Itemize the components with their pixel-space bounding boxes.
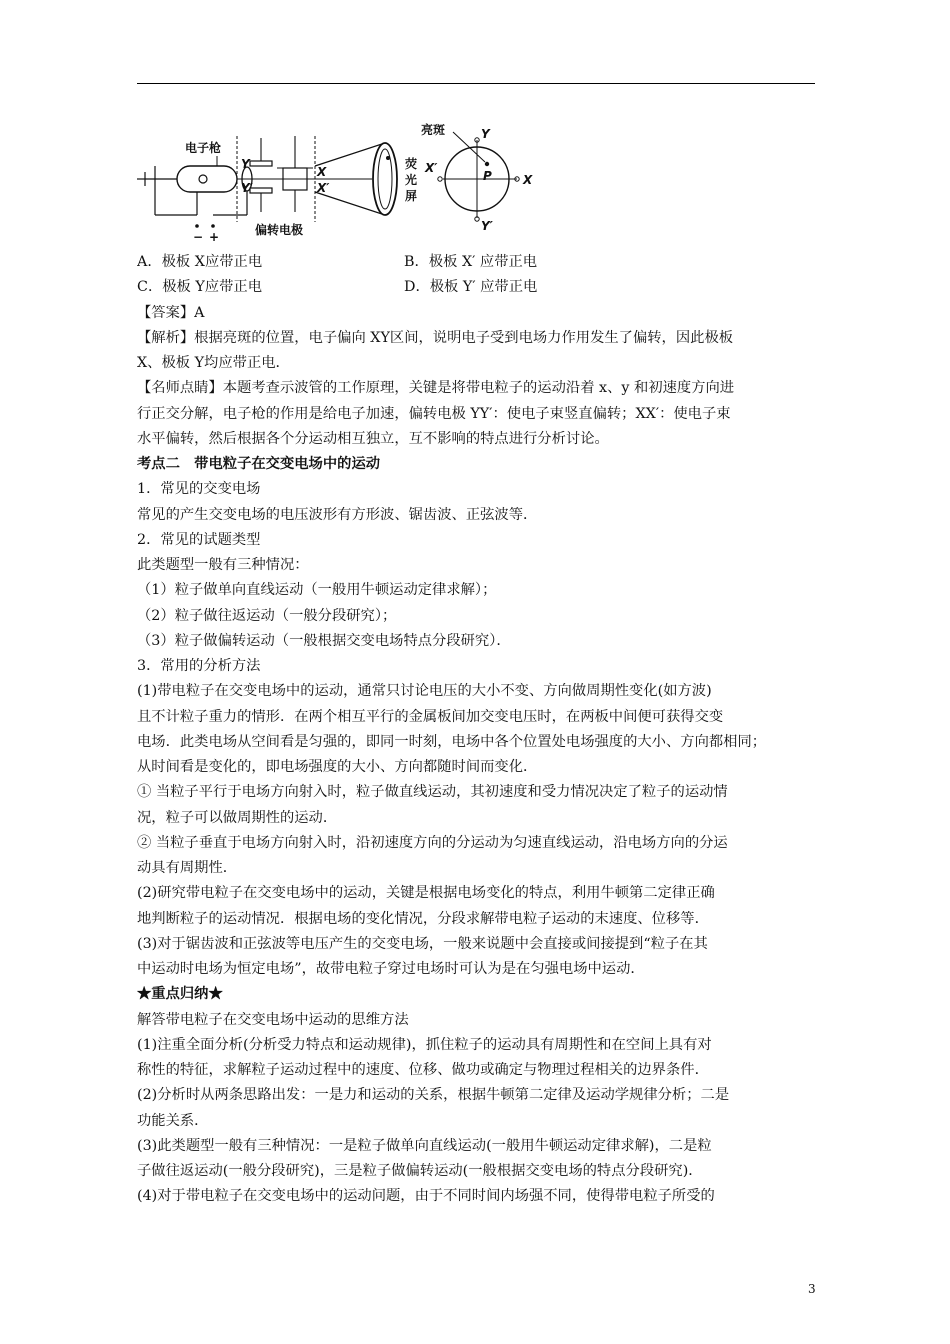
plus-sign: + [209,230,220,244]
page-number: 3 [808,1282,816,1296]
text-line: （1）粒子做单向直线运动（一般用牛顿运动定律求解）； [137,582,497,599]
text-line: 常见的产生交变电场的电压波形有方形波、锯齿波、正弦波等． [137,506,538,523]
text-line: (4)对于带电粒子在交变电场中的运动问题，由于不同时间内场强不同，使得带电粒子所受的 [137,1188,715,1205]
text-line: （3）粒子做偏转运动（一般根据交变电场特点分段研究）． [137,632,511,649]
text-line: (1)带电粒子在交变电场中的运动，通常只讨论电压的大小不变、方向做周期性变化(如方波) [137,683,712,700]
label-P: P [483,169,492,183]
text-line: 1．常见的交变电场 [137,481,261,498]
text-line: (1)注重全面分析(分析受力特点和运动规律)，抓住粒子的运动具有周期性和在空间上具有对 [137,1036,712,1053]
options-row-2 [137,275,817,300]
screen-label-3: 屏 [405,189,418,203]
text-line: 2．常见的试题类型 [137,531,261,548]
options-row-1 [137,250,817,275]
text-line: 功能关系． [137,1112,209,1129]
label-Yp-screen: Y′ [481,219,493,233]
text-line: (2)研究带电粒子在交变电场中的运动，关键是根据电场变化的特点，利用牛顿第二定律正确 [137,885,715,902]
minus-sign: − [193,230,204,244]
text-line: 电场．此类电场从空间看是匀强的，即同一时刻，电场中各个位置处电场强度的大小、方向都相同； [137,733,767,750]
text-line: 水平偏转，然后根据各个分运动相互独立，互不影响的特点进行分析讨论。 [137,430,609,447]
text-line: X、极板 Y均应带正电． [137,355,290,371]
text-line: 子做往返运动(一般分段研究)，三是粒子做偏转运动(一般根据交变电场的特点分段研究)． [137,1163,703,1179]
deflection-plates-label: 偏转电极 [255,223,304,237]
text-line: 且不计粒子重力的情形．在两个相互平行的金属板间加交变电压时，在两板中间便可获得交变 [137,708,724,725]
label-X-plate: X [317,165,327,179]
text-line: 3．常用的分析方法 [137,658,261,674]
section-heading: 考点二 带电粒子在交变电场中的运动 [137,456,381,472]
text-line: (2)分析时从两条思路出发：一是力和运动的关系，根据牛顿第二定律及运动学规律分析；二是 [137,1087,730,1104]
text-line: 【名师点睛】本题考查示波管的工作原理，关键是将带电粒子的运动沿着 x、y 和初速度方向进 [137,380,735,397]
label-Yp-plate: Y′ [241,181,253,195]
text-line: (3)此类题型一般有三种情况：一是粒子做单向直线运动(一般用牛顿运动定律求解)，二是粒 [137,1137,712,1154]
option-d: D．极板 Y′ 应带正电 [404,279,538,296]
text-line: 况，粒子可以做周期性的运动． [137,809,338,826]
text-line: ① 当粒子平行于电场方向射入时，粒子做直线运动，其初速度和受力情况决定了粒子的运动情 [137,784,728,801]
label-X-screen: X [523,173,533,187]
page-content [137,250,817,1210]
screen-label-2: 光 [405,173,418,187]
text-line: (3)对于锯齿波和正弦波等电压产生的交变电场，一般来说题中会直接或间接提到“粒子在其 [137,935,708,952]
label-Xp-plate: X′ [317,181,330,195]
text-line: 行正交分解，电子枪的作用是给电子加速，偏转电极 YY′：使电子束竖直偏转；XX′：使电子束 [137,405,731,422]
oscilloscope-tube-diagram [137,122,537,244]
text-line: 从时间看是变化的，即电场强度的大小、方向都随时间而变化． [137,759,538,775]
text-line: 中运动时电场为恒定电场”，故带电粒子穿过电场时可认为是在匀强电场中运动． [137,961,645,977]
bright-spot-label: 亮斑 [421,123,446,137]
text-line: （2）粒子做往返运动（一般分段研究）； [137,607,397,624]
label-Y-plate: Y [241,157,250,171]
text-line: 解答带电粒子在交变电场中运动的思维方法 [137,1011,409,1028]
text-line: 动具有周期性． [137,860,238,876]
label-Y-screen: Y [481,127,490,141]
option-b: B．极板 X′ 应带正电 [404,254,538,270]
electron-gun-label: 电子枪 [185,141,222,155]
option-c: C．极板 Y应带正电 [137,279,262,296]
text-line: 称性的特征，求解粒子运动过程中的速度、位移、做功或确定与物理过程相关的边界条件． [137,1062,709,1078]
header-rule [137,83,815,84]
text-line: 此类题型一般有三种情况： [137,557,309,573]
answer-line: 【答案】A [137,304,205,321]
text-line: 【解析】根据亮斑的位置，电子偏向 XY区间，说明电子受到电场力作用发生了偏转，因此极板 [137,329,734,346]
label-Xp-screen: X′ [425,161,438,175]
text-line: ② 当粒子垂直于电场方向射入时，沿初速度方向的分运动为匀速直线运动，沿电场方向的分运 [137,834,728,851]
text-line: 地判断粒子的运动情况．根据电场的变化情况，分段求解带电粒子运动的末速度、位移等． [137,910,709,927]
key-summary-heading: ★重点归纳★ [137,986,223,1003]
option-a: A．极板 X应带正电 [137,254,263,270]
screen-label-1: 荧 [405,157,418,171]
